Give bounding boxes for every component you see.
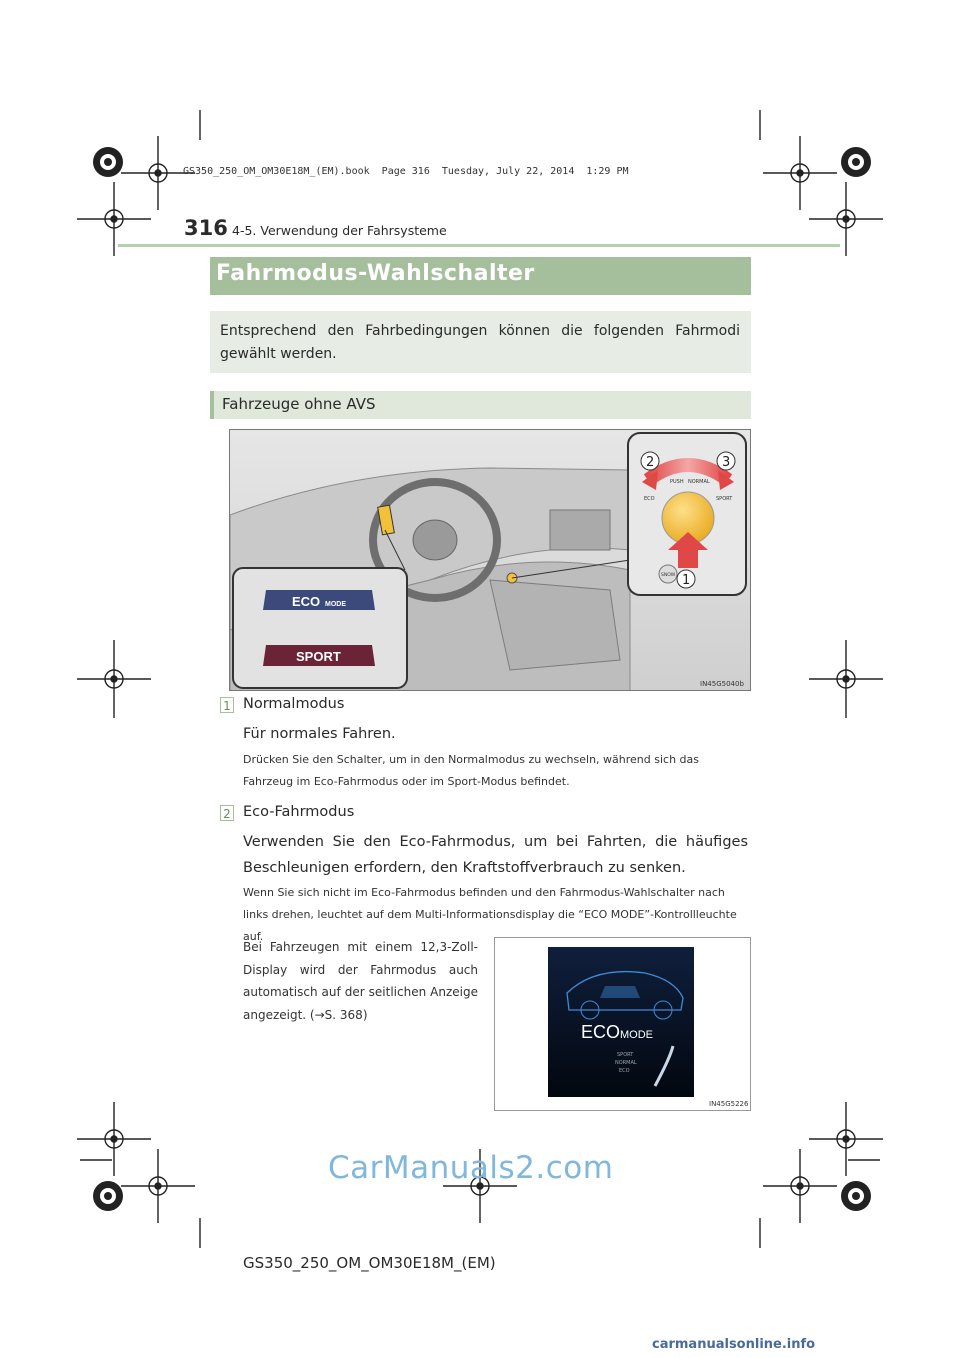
footer-doc-id: GS350_250_OM_OM30E18M_(EM) — [243, 1254, 496, 1272]
callout-3: 3 — [722, 455, 731, 470]
indicator-eco: ECO — [292, 594, 321, 609]
print-info-line: GS350_250_OM_OM30E18M_(EM).book Page 316 Tuesday, July 22, 2014 1:29 PM — [183, 166, 629, 177]
reg-mark-left-lower — [77, 1102, 151, 1176]
page-title: Fahrmodus-Wahlschalter — [216, 261, 535, 286]
eco-display-illustration — [495, 938, 751, 1111]
reg-mark-left-mid — [77, 640, 151, 718]
callout-2: 2 — [646, 455, 655, 470]
starburst-bottom-right — [841, 1181, 871, 1211]
display-legend-normal: NORMAL — [615, 1060, 637, 1066]
item-2-text: Verwenden Sie den Eco-Fahrmodus, um bei Fahrten, die häufiges Beschleunigen erfordern, den Kraftstoffverbrauch zu senken. — [243, 834, 748, 876]
figure2-id: IN45G5226 — [709, 1100, 749, 1108]
figure-eco-display — [494, 937, 751, 1111]
dashboard-illustration — [230, 430, 751, 691]
item-1-number: 1 — [220, 697, 234, 713]
knob-label-normal: NORMAL — [688, 479, 710, 485]
item-1-title: Normalmodus — [243, 696, 345, 712]
corner-watermark: carmanualsonline.info — [652, 1337, 816, 1352]
figure-dashboard — [229, 429, 751, 691]
indicator-sport: SPORT — [296, 649, 341, 664]
item-1-note: Drücken Sie den Schalter, um in den Normalmodus zu wechseln, während sich das Fahrzeug im Eco-Fahrmodus oder im Sport-Modus befindet. — [243, 753, 700, 788]
indicator-inset — [233, 568, 407, 688]
reg-mark-top-right-cross — [763, 136, 837, 210]
display-legend-sport: SPORT — [617, 1052, 634, 1058]
starburst-bottom-left — [93, 1181, 123, 1211]
knob-label-sport: SPORT — [716, 496, 733, 502]
starburst-top-left — [93, 147, 123, 177]
callout-1: 1 — [682, 573, 691, 588]
starburst-top-right — [841, 147, 871, 177]
reg-mark-bottom-left-cross — [121, 1149, 195, 1223]
section-heading: 4-5. Verwendung der Fahrsysteme — [232, 223, 447, 238]
intro-text: Entsprechend den Fahrbedingungen können die folgenden Fahrmodi gewählt werden. — [220, 323, 740, 362]
display-eco: ECO — [581, 1022, 621, 1042]
reg-mark-right-lower — [809, 1102, 883, 1176]
knob-label-snow: SNOW — [661, 573, 676, 578]
item-2-title: Eco-Fahrmodus — [243, 804, 355, 820]
display-legend-eco: ECO — [619, 1068, 630, 1074]
knob-label-push: PUSH — [670, 479, 684, 485]
reg-mark-right-mid — [809, 640, 883, 718]
side-display-text: Bei Fahrzeugen mit einem 12,3-Zoll-Display wird der Fahrmodus auch automatisch auf der seitlichen Anzeige angezeigt. (→S. 368) — [243, 940, 478, 1022]
display-mode: MODE — [620, 1029, 653, 1041]
indicator-eco-mode: MODE — [325, 601, 346, 608]
item-1-text: Für normales Fahren. — [243, 726, 396, 742]
reg-mark-bottom-right-cross — [763, 1149, 837, 1223]
watermark: CarManuals2.com — [328, 1150, 614, 1186]
page-number: 316 — [184, 216, 228, 240]
subsection-title: Fahrzeuge ohne AVS — [222, 395, 376, 413]
figure1-id: IN45G5040b — [700, 680, 744, 688]
knob-label-eco: ECO — [644, 496, 655, 502]
item-2-note: Wenn Sie sich nicht im Eco-Fahrmodus befinden und den Fahrmodus-Wahlschalter nach links drehen, leuchtet auf dem Multi-Informationsdisplay die “ECO MODE”-Kontrollleuchte auf. — [243, 886, 737, 943]
item-2-number: 2 — [220, 805, 234, 821]
header-rule — [118, 244, 840, 247]
